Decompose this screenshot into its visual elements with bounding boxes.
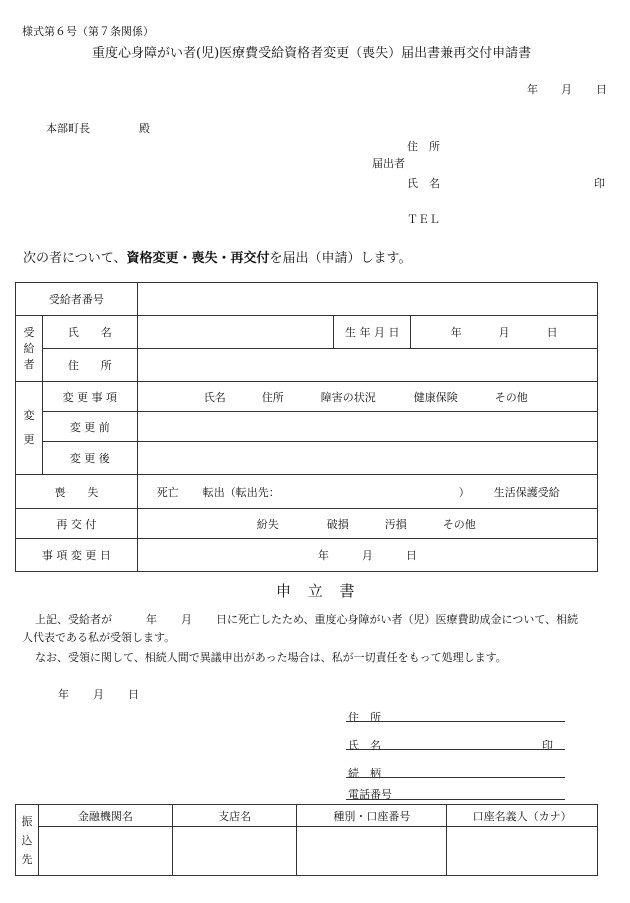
declaration-line3: なお、受領に関して、相続人間で異議申出があった場合は、私が一切責任をもって処理します。 xyxy=(35,651,507,664)
change-option-other[interactable]: その他 xyxy=(494,390,528,404)
dob-label: 生 年 月 日 xyxy=(334,316,411,349)
declaration-seal: 印 xyxy=(542,739,553,752)
change-date-field[interactable]: 年 月 日 xyxy=(137,539,597,572)
intro-before: 次の者について、 xyxy=(23,251,127,266)
branch-field[interactable] xyxy=(172,827,297,876)
branch-header: 支店名 xyxy=(172,805,297,827)
declaration-line1: 上記、受給者が 年 月 日に死亡したため、重度心身障がい者（児）医療費助成金について、相続 xyxy=(35,613,579,626)
bank-name-header: 金融機関名 xyxy=(38,805,172,827)
dob-field[interactable]: 年 月 日 xyxy=(411,316,598,349)
account-holder-header: 口座名義人（カナ） xyxy=(447,805,598,827)
form-title: 重度心身障がい者(児)医療費受給資格者変更（喪失）届出書兼再交付申請書 xyxy=(92,46,532,61)
change-item-options[interactable] xyxy=(137,382,597,412)
intro-bold: 資格変更・喪失・再交付 xyxy=(126,251,270,266)
date-year: 年 xyxy=(527,83,538,96)
applicant-seal: 印 xyxy=(594,177,605,190)
loss-moveout-close: ） xyxy=(458,485,470,499)
loss-option-death[interactable]: 死亡 xyxy=(156,485,179,499)
applicant-address-label: 住 所 xyxy=(407,140,440,153)
change-date-label: 事 項 変 更 日 xyxy=(16,539,138,572)
declaration-date-year: 年 xyxy=(58,688,69,701)
declaration-date-day: 日 xyxy=(128,688,139,701)
loss-option-welfare[interactable]: 生活保護受給 xyxy=(493,485,560,499)
after-label: 変 更 後 xyxy=(42,442,137,475)
intro-sentence xyxy=(23,247,411,266)
form-number: 様式第６号（第７条関係） xyxy=(22,25,154,38)
account-holder-field[interactable] xyxy=(447,827,598,876)
applicant-tel-label: ＴＥＬ xyxy=(407,213,440,226)
change-option-name[interactable]: 氏名 xyxy=(203,390,226,404)
before-field[interactable] xyxy=(137,412,597,442)
declaration-name-label: 氏 名 xyxy=(348,739,381,752)
declaration-address-line[interactable] xyxy=(346,721,565,722)
declaration-address-label: 住 所 xyxy=(348,711,381,724)
recipient-group: 受 給 者 xyxy=(16,316,43,382)
change-item-label: 変 更 事 項 xyxy=(42,382,137,412)
bank-table xyxy=(15,804,598,876)
recipient-name-field[interactable] xyxy=(137,316,334,349)
declaration-date-month: 月 xyxy=(93,688,104,701)
declaration-relation-label: 続 柄 xyxy=(348,767,381,780)
declaration-phone-line[interactable] xyxy=(346,799,565,800)
reissue-label: 再 交 付 xyxy=(16,509,138,539)
change-option-address[interactable]: 住所 xyxy=(261,390,284,404)
honorific: 殿 xyxy=(139,122,150,135)
loss-option-moveout[interactable]: 転出（転出先： xyxy=(202,485,280,499)
loss-options[interactable] xyxy=(137,475,597,509)
reissue-option-lost[interactable]: 紛失 xyxy=(256,517,279,531)
addressee: 本部町長 xyxy=(46,122,90,135)
bank-group: 振 込 先 xyxy=(16,805,39,876)
applicant-name-label: 氏 名 xyxy=(407,177,440,190)
reissue-option-other[interactable]: その他 xyxy=(442,517,476,531)
change-group: 変 更 xyxy=(16,382,43,475)
recipient-address-label: 住 所 xyxy=(42,349,137,382)
change-option-disability[interactable]: 障害の状況 xyxy=(320,390,376,404)
bank-name-field[interactable] xyxy=(38,827,172,876)
declaration-heading: 申 立 書 xyxy=(276,582,361,600)
account-number-header: 種別・口座番号 xyxy=(297,805,447,827)
applicant-role-label: 届出者 xyxy=(372,157,405,170)
date-month: 月 xyxy=(561,83,572,96)
declaration-name-line[interactable] xyxy=(346,749,565,750)
intro-after: を届出（申請）します。 xyxy=(269,251,412,266)
change-option-insurance[interactable]: 健康保険 xyxy=(413,390,458,404)
main-table xyxy=(15,282,598,572)
account-number-field[interactable] xyxy=(297,827,447,876)
declaration-phone-label: 電話番号 xyxy=(348,788,392,801)
recipient-number-label: 受給者番号 xyxy=(16,283,138,316)
reissue-option-soiled[interactable]: 汚損 xyxy=(384,517,407,531)
declaration-line2: 人代表である私が受領します。 xyxy=(22,631,176,644)
recipient-address-field[interactable] xyxy=(137,349,597,382)
declaration-relation-line[interactable] xyxy=(346,777,565,778)
reissue-option-damaged[interactable]: 破損 xyxy=(326,517,349,531)
reissue-options[interactable] xyxy=(137,509,597,539)
recipient-number-field[interactable] xyxy=(137,283,597,316)
date-day: 日 xyxy=(596,83,607,96)
after-field[interactable] xyxy=(137,442,597,475)
loss-label: 喪 失 xyxy=(16,475,138,509)
recipient-name-label: 氏 名 xyxy=(42,316,137,349)
before-label: 変 更 前 xyxy=(42,412,137,442)
